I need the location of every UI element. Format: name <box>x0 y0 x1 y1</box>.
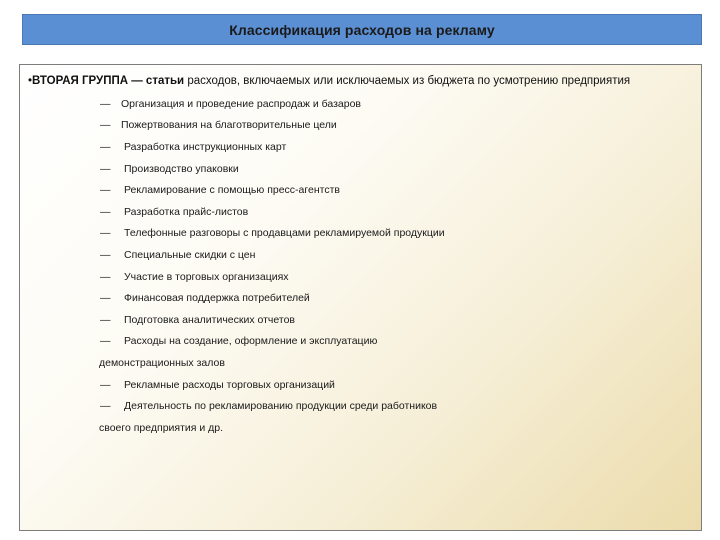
intro-line <box>28 75 698 87</box>
list-item-text: Рекламные расходы торговых организаций <box>124 378 335 391</box>
list-item-text: Финансовая поддержка потребителей <box>124 292 310 305</box>
list-item <box>20 395 703 417</box>
title-bar <box>22 14 702 45</box>
dash: — <box>100 97 111 110</box>
bullet: • <box>28 75 33 87</box>
list-item-text: Подготовка аналитических отчетов <box>124 313 295 326</box>
content-box <box>19 64 702 531</box>
list-item <box>20 223 703 245</box>
list-item-continuation <box>20 352 703 374</box>
dash: — <box>100 227 111 240</box>
list-item <box>20 244 703 266</box>
page-title: Классификация расходов на рекламу <box>229 21 495 38</box>
dash: — <box>100 184 111 197</box>
dash: — <box>100 378 111 391</box>
list-item-text: Специальные скидки с цен <box>124 248 256 261</box>
list-item <box>20 309 703 331</box>
dash: — <box>100 400 111 413</box>
list-item-text: Участие в торговых организациях <box>124 270 289 283</box>
list-item-text: Организация и проведение распродаж и базаров <box>121 97 362 110</box>
dash: — <box>100 162 111 175</box>
dash: — <box>100 292 111 305</box>
list-item <box>20 158 703 180</box>
continuation-text: демонстрационных залов <box>99 356 225 369</box>
list-item-continuation <box>20 417 703 439</box>
dash: — <box>100 335 111 348</box>
intro-rest: расходов, включаемых или исключаемых из бюджета по усмотрению предприятия <box>184 75 631 87</box>
list-item <box>20 287 703 309</box>
dash: — <box>100 248 111 261</box>
list-item <box>20 115 703 137</box>
list-item-text: Телефонные разговоры с продавцами рекламируемой продукции <box>124 227 445 240</box>
list-item-text: Рекламирование с помощью пресс-агентств <box>124 184 340 197</box>
list-item-text: Производство упаковки <box>124 162 239 175</box>
dash: — <box>100 140 111 153</box>
list-item <box>20 93 703 115</box>
list-item <box>20 266 703 288</box>
dash: — <box>100 119 111 132</box>
list-item-text: Деятельность по рекламированию продукции среди работников <box>124 400 438 413</box>
expense-list <box>20 93 703 439</box>
list-item <box>20 179 703 201</box>
list-item-text: Расходы на создание, оформление и эксплуатацию <box>124 335 378 348</box>
list-item <box>20 331 703 353</box>
list-item-text: Разработка инструкционных карт <box>124 140 287 153</box>
dash: — <box>100 313 111 326</box>
list-item-text: Пожертвования на благотворительные цели <box>121 119 337 132</box>
list-item <box>20 136 703 158</box>
list-item-text: Разработка прайс-листов <box>124 205 249 218</box>
dash: — <box>100 270 111 283</box>
list-item <box>20 374 703 396</box>
intro-lead: ВТОРАЯ ГРУППА — статьи <box>32 75 185 87</box>
continuation-text: своего предприятия и др. <box>99 421 224 434</box>
dash: — <box>100 205 111 218</box>
list-item <box>20 201 703 223</box>
